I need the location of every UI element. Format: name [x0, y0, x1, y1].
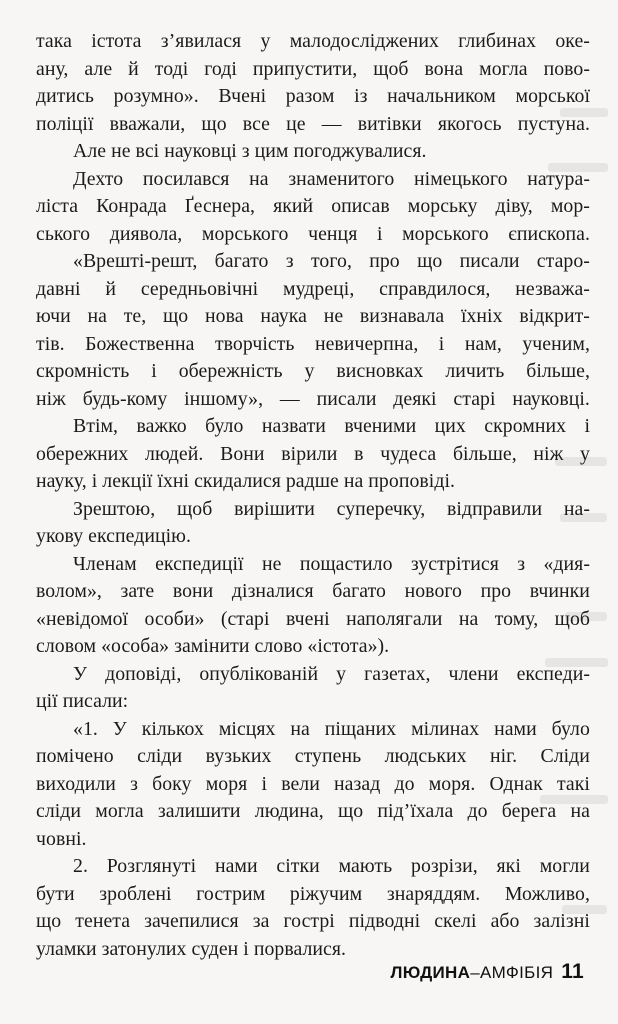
text-line: дитись розумно». Вчені разом із начальником морської	[36, 85, 590, 107]
book-title-bold: ЛЮДИНА	[390, 963, 471, 982]
book-title-rest: –АМФІБІЯ	[470, 963, 554, 982]
text-line: давні й середньовічні мудреці, справдилося, незважа-	[36, 277, 590, 300]
text-line: науку, і лекції їхні скидалися радше на проповіді.	[36, 470, 455, 492]
text-line: ського диявола, морського ченця і морського єпископа.	[36, 222, 590, 245]
text-line: поліції вважали, що все це — витівки якогось пустуна.	[36, 112, 590, 135]
text-line: що тенета зачепилися за гострі підводні скелі або залізні	[36, 910, 590, 932]
text-line: бути зроблені гострим ріжучим знаряддям. Можливо,	[36, 882, 590, 905]
text-line: 2. Розглянуті нами сітки мають розрізи, які могли	[73, 855, 590, 877]
text-line: ції писали:	[36, 690, 129, 712]
text-line: така істота з’явилася у малодосліджених глибинах оке-	[36, 30, 590, 52]
body-text	[36, 28, 590, 963]
text-line: ану, але й тоді годі припустити, щоб вона могла пово-	[36, 57, 590, 80]
text-line: Членам експедиції не пощастило зустрітися з «дия-	[73, 552, 590, 575]
running-footer	[390, 960, 584, 984]
text-line: словом «особа» замінити слово «істота»).	[36, 635, 390, 657]
text-line: виходили з боку моря і вели назад до моря. Однак такі	[36, 772, 590, 795]
text-line: ніж будь-кому іншому», — писали деякі старі науковці.	[36, 387, 590, 410]
text-line: обережних людей. Вони вірили в чудеса більше, ніж у	[36, 442, 590, 465]
text-line: сліди могла залишити людина, що під’їхала до берега на	[36, 800, 590, 822]
text-line: Зрештою, щоб вирішити суперечку, відправили на-	[73, 497, 590, 520]
text-line: «Врешті-решт, багато з того, про що писали старо-	[73, 250, 590, 272]
text-line: Втім, важко було назвати вченими цих скромних і	[73, 415, 590, 437]
text-line: ючи на те, що нова наука не визнавала їхніх відкрит-	[36, 305, 590, 327]
text-line: скромність і обережність у висновках личить більше,	[36, 360, 590, 382]
page-number: 11	[561, 960, 584, 983]
text-line: уламки затонулих суден і порвалися.	[36, 937, 346, 960]
text-line: укову експедицію.	[36, 525, 191, 547]
text-line: «1. У кількох місцях на піщаних мілинах нами було	[73, 717, 590, 740]
text-line: волом», зате вони дізналися багато нового про вчинки	[36, 580, 590, 602]
text-line: ліста Конрада Ґеснера, який описав морську діву, мор-	[36, 195, 590, 217]
text-line: «невідомої особи» (старі вчені наполягали на тому, щоб	[36, 607, 590, 630]
text-line: помічено сліди вузьких ступень людських ніг. Сліди	[36, 745, 590, 767]
text-line: Дехто посилався на знаменитого німецького натура-	[73, 167, 590, 190]
text-line: Але не всі науковці з цим погоджувалися.	[73, 140, 427, 162]
text-line: тів. Божественна творчість невичерпна, і нам, ученим,	[36, 332, 590, 355]
text-line: У доповіді, опублікованій у газетах, члени експеди-	[73, 662, 590, 685]
text-line: човні.	[36, 827, 87, 850]
